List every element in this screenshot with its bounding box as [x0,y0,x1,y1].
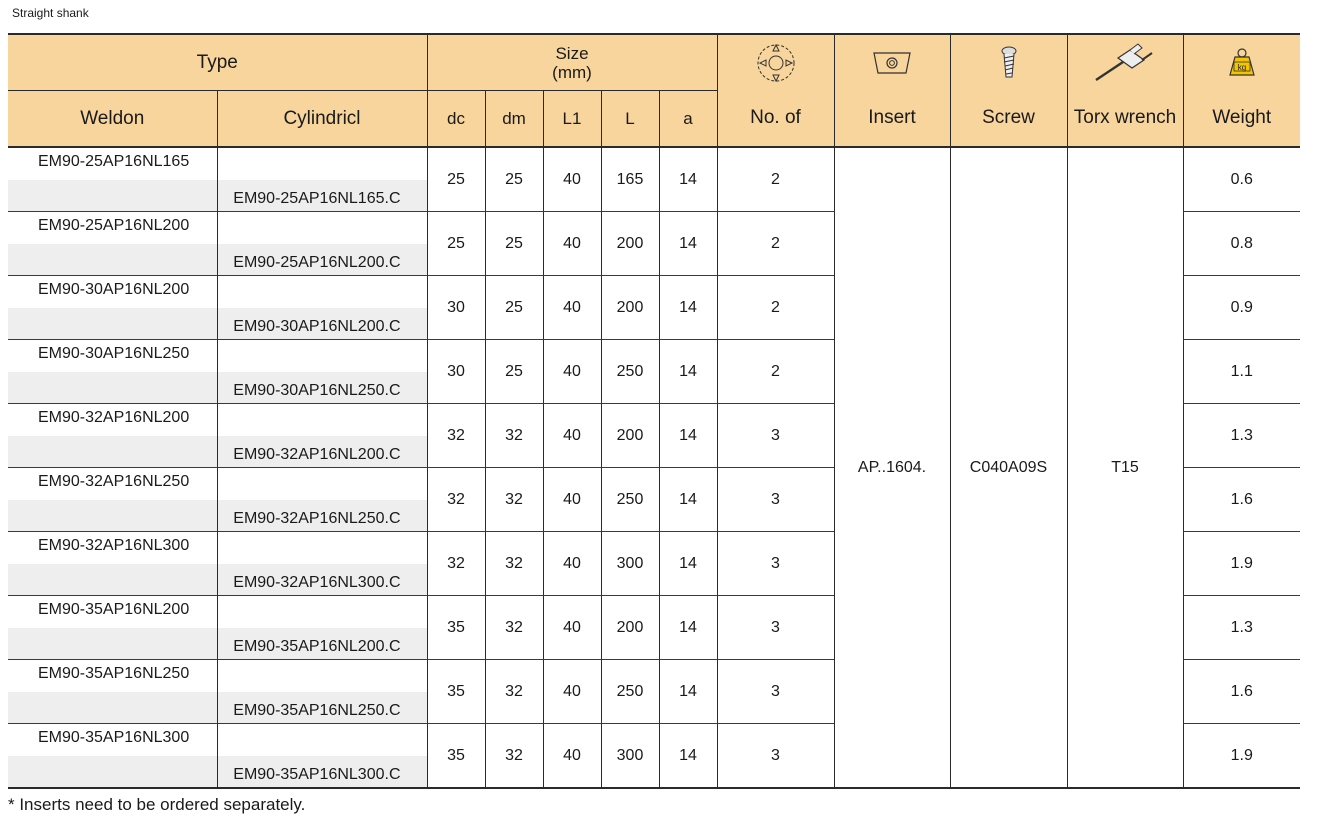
l1-value: 40 [543,276,601,340]
weldon-code: EM90-32AP16NL250 [38,473,190,490]
dm-value: 32 [485,404,543,468]
torx-wrench-icon-cell [1067,34,1183,91]
l1-header: L1 [543,91,601,148]
weight-value: 1.6 [1183,660,1300,724]
cylindrical-code: EM90-32AP16NL200.C [217,436,427,468]
cylindrical-code-spacer [217,212,427,245]
l1-value: 40 [543,404,601,468]
cylindrical-code: EM90-32AP16NL300.C [217,564,427,596]
insert-value: AP..1604. [834,147,950,788]
l-value: 200 [601,212,659,276]
weight-value: 0.9 [1183,276,1300,340]
cylindrical-code-spacer [217,532,427,565]
cylindrical-code: EM90-32AP16NL250.C [217,500,427,532]
cylindrical-code: EM90-30AP16NL250.C [217,372,427,404]
cylindrical-code: EM90-25AP16NL165.C [217,180,427,212]
weight-value: 0.8 [1183,212,1300,276]
weldon-code-spacer [8,564,217,596]
no-value: 3 [717,596,834,660]
cutter-teeth-icon [753,42,799,84]
weldon-code-spacer [8,692,217,724]
cylindrical-code-spacer [217,404,427,437]
no-value: 2 [717,340,834,404]
cylindrical-code-spacer [217,660,427,693]
a-value: 14 [659,276,717,340]
dm-value: 32 [485,468,543,532]
dc-value: 25 [427,212,485,276]
screw-icon [999,46,1019,80]
weldon-code: EM90-30AP16NL250 [38,345,190,362]
weldon-code: EM90-32AP16NL300 [38,537,190,554]
dm-value: 32 [485,532,543,596]
weight-header: Weight [1183,91,1300,148]
no-value: 2 [717,276,834,340]
l1-value: 40 [543,212,601,276]
a-value: 14 [659,340,717,404]
table-row [8,147,1300,180]
dm-value: 32 [485,660,543,724]
no-value: 3 [717,468,834,532]
no-value: 3 [717,724,834,789]
l-value: 250 [601,660,659,724]
cylindrical-code: EM90-30AP16NL200.C [217,308,427,340]
a-value: 14 [659,596,717,660]
l-header: L [601,91,659,148]
l-value: 200 [601,404,659,468]
cylindrical-code: EM90-35AP16NL250.C [217,692,427,724]
cylindrical-code: EM90-25AP16NL200.C [217,244,427,276]
dc-value: 32 [427,404,485,468]
a-header: a [659,91,717,148]
l-value: 200 [601,596,659,660]
torx-value: T15 [1067,147,1183,788]
dm-header: dm [485,91,543,148]
size-label: Size [555,43,589,63]
cylindrical-code-spacer [217,276,427,309]
torx-wrench-icon [1092,42,1158,84]
weldon-code-spacer [8,372,217,404]
dc-value: 35 [427,724,485,789]
cylindrical-code: EM90-35AP16NL200.C [217,628,427,660]
cylindrical-header: Cylindricl [217,91,427,148]
dc-value: 32 [427,532,485,596]
weight-icon-label: kg [1237,62,1246,72]
weldon-code-spacer [8,180,217,212]
weldon-code-spacer [8,436,217,468]
insert-icon [868,50,916,76]
insert-icon-cell [834,34,950,91]
torx-header: Torx wrench [1067,91,1183,148]
weight-icon-cell [1183,34,1300,91]
screw-header: Screw [950,91,1067,148]
a-value: 14 [659,724,717,789]
l-value: 165 [601,147,659,212]
cylindrical-code-spacer [217,724,427,757]
dc-value: 32 [427,468,485,532]
weldon-code: EM90-35AP16NL250 [38,665,190,682]
dc-header: dc [427,91,485,148]
weldon-code: EM90-25AP16NL200 [38,217,190,234]
a-value: 14 [659,212,717,276]
size-header [427,34,717,91]
dm-value: 25 [485,147,543,212]
screw-value: C040A09S [950,147,1067,788]
dm-value: 25 [485,340,543,404]
insert-header: Insert [834,91,950,148]
footnote: * Inserts need to be ordered separately. [8,795,306,814]
no-value: 3 [717,532,834,596]
l1-value: 40 [543,147,601,212]
cylindrical-code-spacer [217,340,427,373]
no-value: 2 [717,147,834,212]
dm-value: 32 [485,724,543,789]
weight-value: 0.6 [1183,147,1300,212]
cutter-teeth-icon-cell [717,34,834,91]
no-value: 3 [717,660,834,724]
size-unit: (mm) [552,62,592,82]
dc-value: 30 [427,276,485,340]
no-value: 2 [717,212,834,276]
weight-value: 1.9 [1183,724,1300,789]
weldon-code: EM90-32AP16NL200 [38,409,190,426]
cylindrical-code: EM90-35AP16NL300.C [217,756,427,788]
dm-value: 25 [485,276,543,340]
dc-value: 30 [427,340,485,404]
weldon-code: EM90-35AP16NL200 [38,601,190,618]
no-value: 3 [717,404,834,468]
weldon-code-spacer [8,244,217,276]
type-header: Type [8,34,427,91]
cylindrical-code-spacer [217,468,427,501]
l-value: 200 [601,276,659,340]
a-value: 14 [659,147,717,212]
l1-value: 40 [543,532,601,596]
weldon-code-spacer [8,308,217,340]
a-value: 14 [659,468,717,532]
l-value: 250 [601,468,659,532]
no-of-header: No. of [717,91,834,148]
weight-value: 1.6 [1183,468,1300,532]
l-value: 300 [601,532,659,596]
table-caption: Straight shank [12,6,89,20]
weldon-header: Weldon [8,91,217,148]
weldon-code-spacer [8,500,217,532]
weldon-code: EM90-30AP16NL200 [38,281,190,298]
l1-value: 40 [543,468,601,532]
weldon-code: EM90-35AP16NL300 [38,729,190,746]
weight-value: 1.3 [1183,404,1300,468]
screw-icon-cell [950,34,1067,91]
weight-value: 1.9 [1183,532,1300,596]
l-value: 250 [601,340,659,404]
dc-value: 25 [427,147,485,212]
cylindrical-code-spacer [217,147,427,180]
l1-value: 40 [543,596,601,660]
l1-value: 40 [543,724,601,789]
product-table [8,33,1300,789]
weldon-code-spacer [8,756,217,788]
weldon-code-spacer [8,628,217,660]
weight-icon [1222,47,1262,79]
l1-value: 40 [543,340,601,404]
a-value: 14 [659,532,717,596]
weight-value: 1.3 [1183,596,1300,660]
l1-value: 40 [543,660,601,724]
l-value: 300 [601,724,659,789]
dc-value: 35 [427,596,485,660]
dc-value: 35 [427,660,485,724]
cylindrical-code-spacer [217,596,427,629]
weldon-code: EM90-25AP16NL165 [38,153,190,170]
a-value: 14 [659,660,717,724]
dm-value: 32 [485,596,543,660]
weight-value: 1.1 [1183,340,1300,404]
dm-value: 25 [485,212,543,276]
a-value: 14 [659,404,717,468]
